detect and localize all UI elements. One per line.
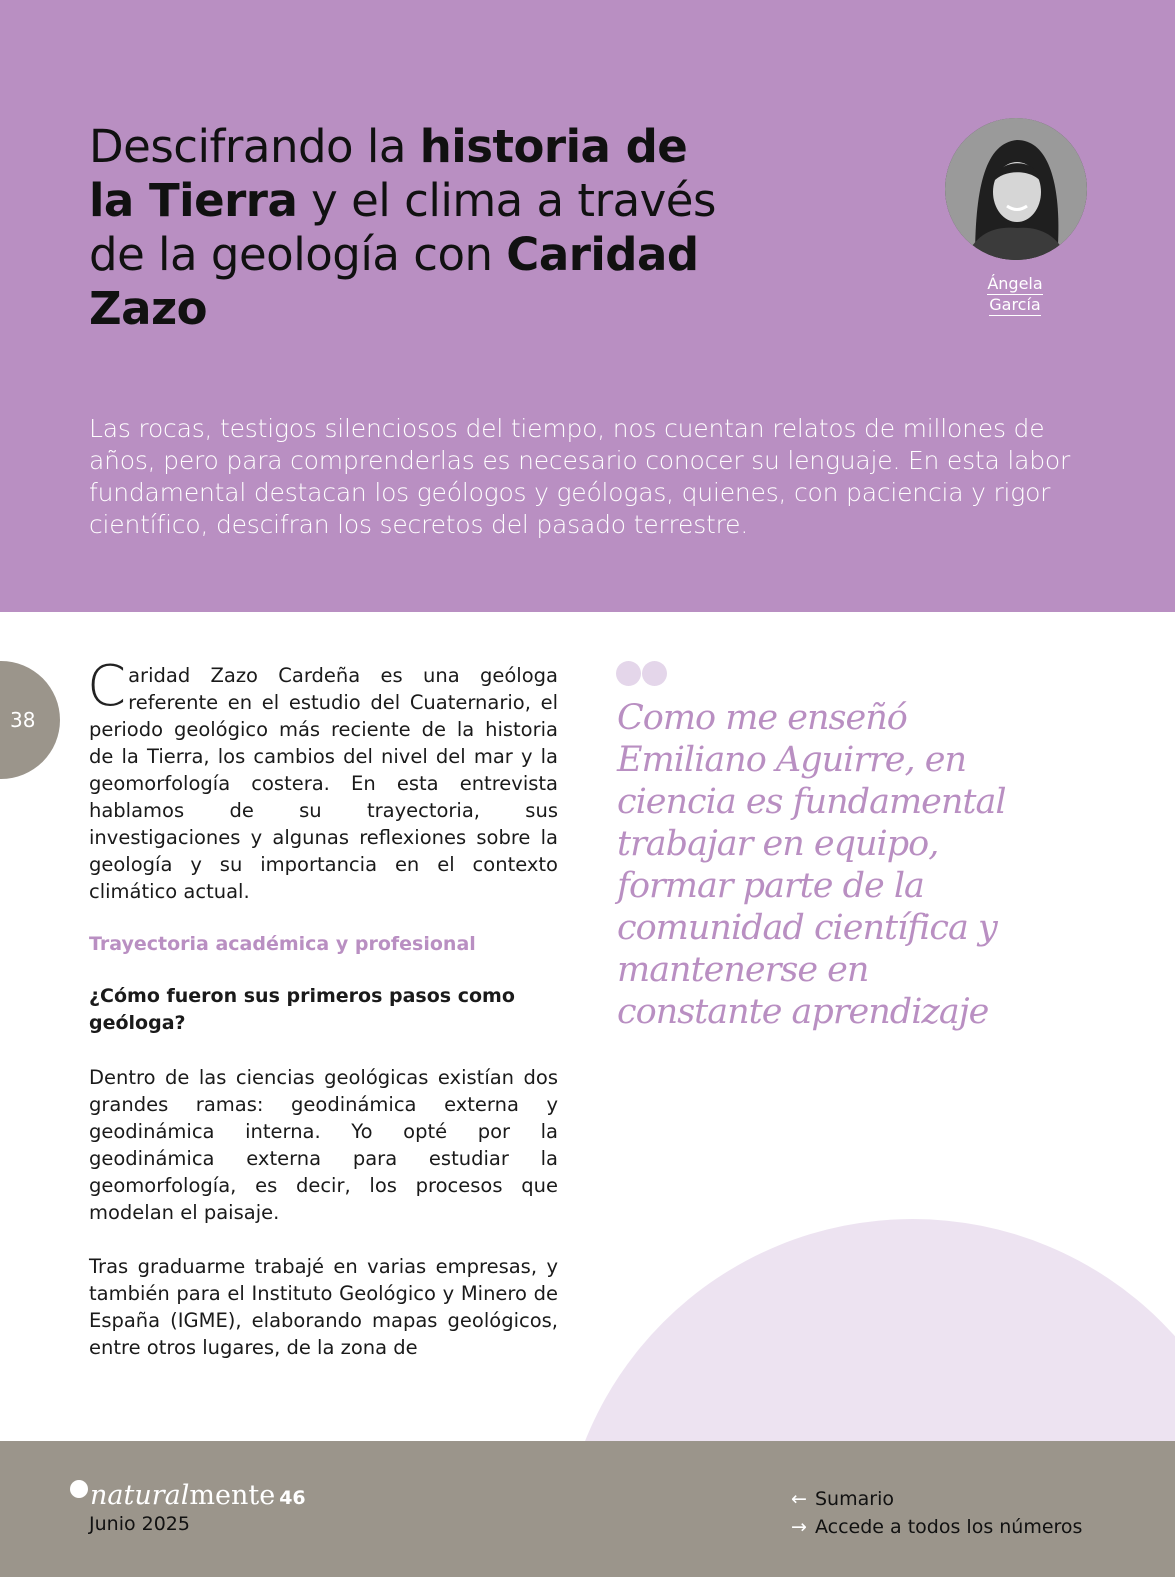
title-part: Descifrando la [89, 120, 420, 173]
summary-link-label: Sumario [815, 1488, 894, 1510]
issue-number: 46 [279, 1487, 306, 1509]
body-column [87, 654, 558, 1361]
magazine-logo[interactable] [70, 1480, 306, 1514]
author-avatar [945, 118, 1087, 260]
author-first-name[interactable]: Ángela [987, 274, 1043, 293]
all-issues-link-label: Accede a todos los números [815, 1516, 1083, 1538]
author-credit[interactable] [965, 274, 1065, 316]
quote-mark-icon [616, 661, 668, 687]
page-number: 38 [10, 708, 36, 732]
author-photo [945, 118, 1087, 260]
intro-text: aridad Zazo Cardeña es una geóloga referente en el estudio del Cuaternario, el periodo geológico más reciente de la historia de la Tierra, los cambios del nivel del mar y la geomorfología costera. En esta entrevista hablamos de su trayectoria, sus investigaciones y algunas reflexiones sobre la geología y su importancia en el contexto climático actual. [89, 664, 558, 903]
author-last-name[interactable]: García [989, 295, 1041, 314]
pull-quote: Como me enseñó Emiliano Aguirre, en ciencia es fundamental trabajar en equipo, formar parte de la comunidad científica y mantenerse en constante aprendizaje [617, 698, 1006, 1032]
arrow-left-icon: ← [791, 1488, 807, 1510]
summary-link[interactable] [791, 1485, 1082, 1513]
all-issues-link[interactable] [791, 1513, 1082, 1541]
interview-question: ¿Cómo fueron sus primeros pasos como geóloga? [89, 985, 515, 1034]
footer-nav [791, 1485, 1082, 1541]
logo-regular: mente [189, 1480, 276, 1511]
intro-paragraph [87, 654, 558, 905]
title-part-highlight: Caridad Zazo [89, 228, 699, 335]
article-lead: Las rocas, testigos silenciosos del tiempo, nos cuentan relatos de millones de años, pero para comprenderlas es necesario conocer su lenguaje. En esta labor fundamental destacan los geólogos y geólogas, quienes, con paciencia y rigor científico, descifran los secretos del pasado terrestre. [89, 414, 1071, 539]
logo-dot-icon [70, 1480, 88, 1498]
issue-date: Junio 2025 [89, 1513, 190, 1535]
arrow-right-icon: → [791, 1516, 807, 1538]
logo-italic: natural [90, 1480, 190, 1511]
answer-paragraph: Dentro de las ciencias geológicas existían dos grandes ramas: geodinámica externa y geodinámica interna. Yo opté por la geodinámica externa para estudiar la geomorfología, es decir, los procesos que modelan el paisaje. [89, 1066, 558, 1224]
drop-cap: C [87, 654, 127, 719]
title-part-highlight: historia de la Tierra [89, 120, 688, 227]
section-title: Trayectoria académica y profesional [89, 933, 476, 955]
answer-paragraph: Tras graduarme trabajé en varias empresas, y también para el Instituto Geológico y Minero de España (IGME), elaborando mapas geológicos, entre otros lugares, de la zona de [89, 1255, 558, 1359]
article-title [89, 120, 729, 336]
title-part: y el clima a través de la geología con [89, 174, 716, 281]
